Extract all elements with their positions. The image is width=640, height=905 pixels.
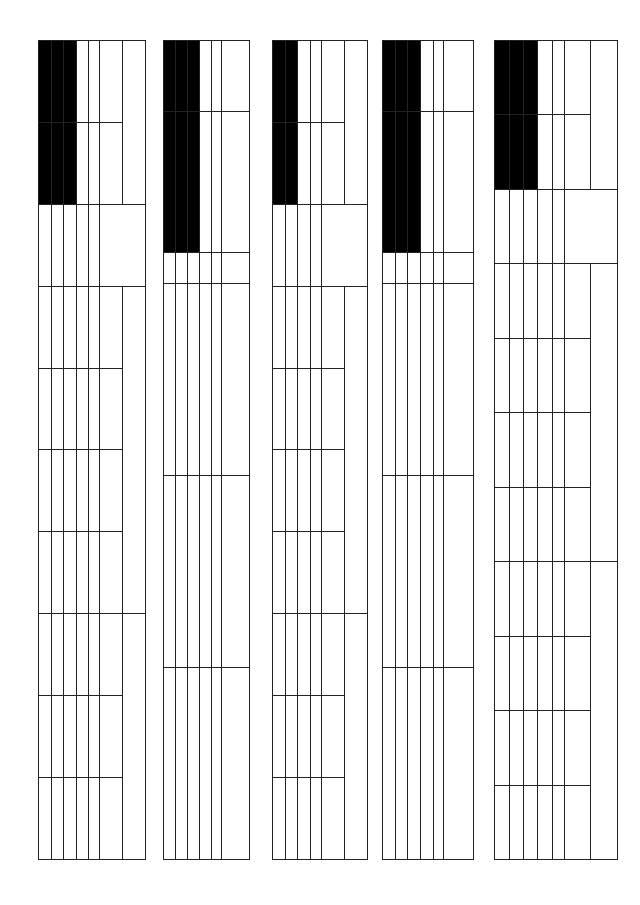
col-doc xyxy=(591,264,618,562)
col-number xyxy=(99,532,122,614)
col-volume-3 xyxy=(222,668,250,860)
table-section-3-2 xyxy=(494,40,618,860)
col-purpose xyxy=(591,562,618,860)
table-row xyxy=(523,41,537,860)
col-volume-3 xyxy=(444,668,474,860)
table-row xyxy=(164,41,176,860)
table-row xyxy=(188,41,200,860)
col-sum xyxy=(99,778,122,860)
col-code xyxy=(321,41,344,123)
table-row xyxy=(495,41,510,860)
column-numbers-row xyxy=(89,41,99,860)
table-row xyxy=(298,41,311,860)
col-volume-1 xyxy=(222,284,250,476)
col-month xyxy=(321,368,344,450)
col-code xyxy=(222,41,250,112)
table-section-4-2 xyxy=(272,40,368,860)
col-name xyxy=(321,122,344,204)
table-row xyxy=(64,41,77,860)
col-name xyxy=(99,122,122,204)
table-row xyxy=(509,41,523,860)
col-month xyxy=(564,338,591,412)
col-line-code xyxy=(222,253,250,284)
col-day xyxy=(99,450,122,532)
col-sum xyxy=(321,778,344,860)
table-row xyxy=(383,41,396,860)
col-code-sub xyxy=(564,41,591,115)
col-volume-1 xyxy=(444,284,474,476)
col-doc xyxy=(122,286,145,614)
column-numbers-row xyxy=(311,41,322,860)
table-row xyxy=(421,41,434,860)
col-name-2 xyxy=(99,614,122,696)
col-sum xyxy=(564,711,591,785)
table-row xyxy=(39,41,52,860)
table-row xyxy=(395,41,408,860)
table-row xyxy=(408,41,421,860)
table-row xyxy=(200,41,212,860)
table-row xyxy=(538,41,552,860)
col-year xyxy=(321,286,344,368)
col-name xyxy=(444,112,474,253)
col-number xyxy=(564,487,591,561)
col-code-2 xyxy=(321,696,344,778)
table-row xyxy=(176,41,188,860)
col-year xyxy=(564,264,591,338)
col-line-code xyxy=(99,204,145,286)
col-code-2 xyxy=(99,696,122,778)
col-recipient xyxy=(591,41,618,190)
column-numbers-row xyxy=(433,41,444,860)
col-purpose xyxy=(122,614,145,860)
table-row xyxy=(285,41,298,860)
col-doc xyxy=(344,286,367,614)
col-recipient xyxy=(344,41,367,205)
col-code xyxy=(99,41,122,123)
col-code-2 xyxy=(564,636,591,710)
table-section-5-2 xyxy=(38,40,146,860)
col-number xyxy=(321,532,344,614)
col-month xyxy=(99,368,122,450)
col-year xyxy=(99,286,122,368)
table-row xyxy=(76,41,89,860)
col-code xyxy=(564,189,617,263)
col-volume-2 xyxy=(222,476,250,668)
col-name-2 xyxy=(564,562,591,636)
table-row xyxy=(51,41,64,860)
table-section-5-1 xyxy=(163,40,250,860)
col-name xyxy=(222,112,250,253)
column-numbers-row xyxy=(212,41,222,860)
col-line-code xyxy=(321,204,367,286)
col-day xyxy=(321,450,344,532)
col-volume-2 xyxy=(444,476,474,668)
col-name xyxy=(564,115,591,189)
col-name-2 xyxy=(321,614,344,696)
column-numbers-row xyxy=(552,41,564,860)
col-day xyxy=(564,413,591,487)
col-line-code xyxy=(444,253,474,284)
col-code xyxy=(444,41,474,112)
table-section-4-1 xyxy=(382,40,474,860)
table-row xyxy=(273,41,286,860)
col-other xyxy=(564,785,591,859)
col-purpose xyxy=(344,614,367,860)
col-recipient xyxy=(122,41,145,205)
